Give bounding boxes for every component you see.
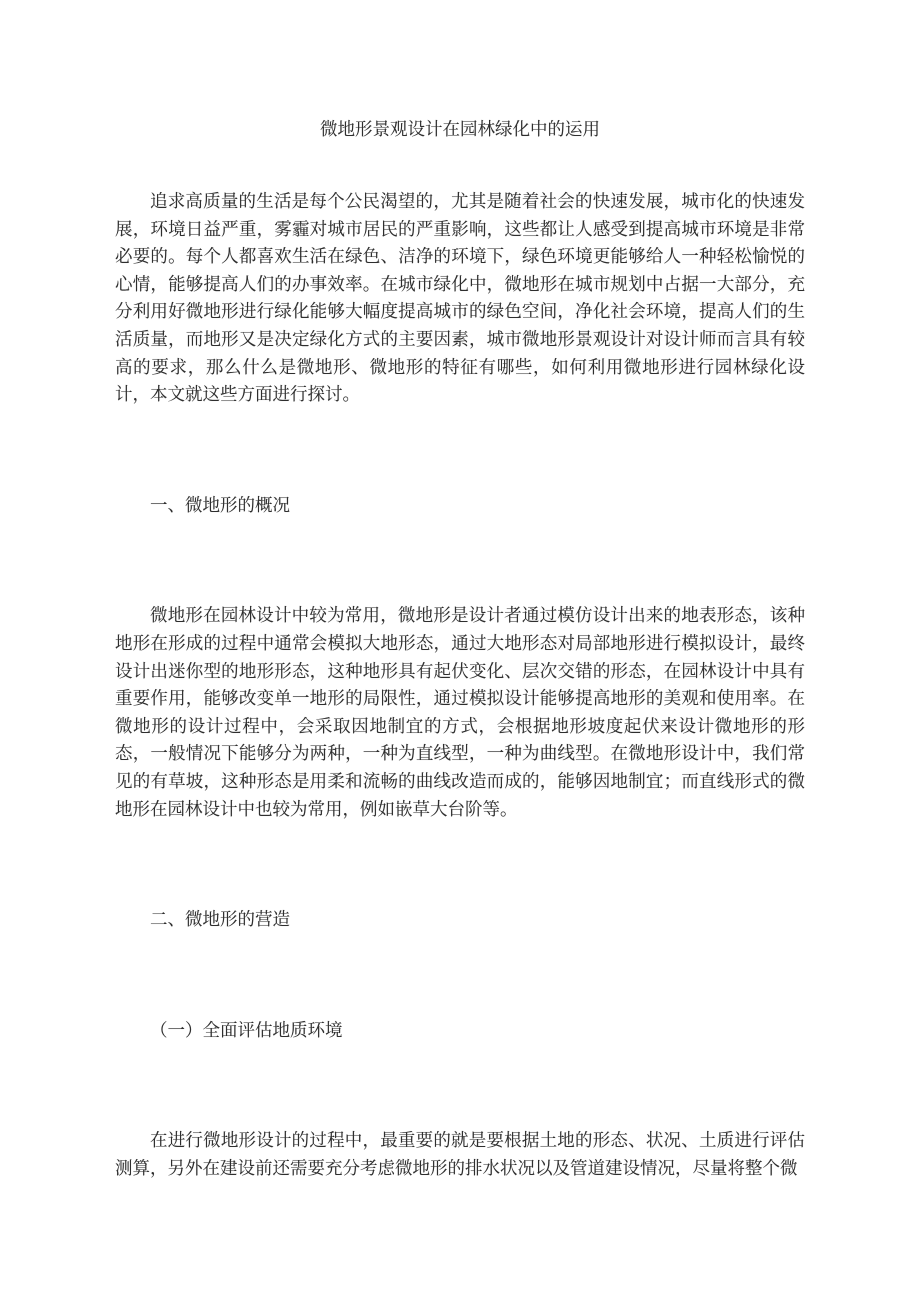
section-1-heading: 一、微地形的概况 <box>150 494 290 515</box>
document-title: 微地形景观设计在园林绿化中的运用 <box>320 119 600 139</box>
section-2-sub1-paragraph: 在进行微地形设计的过程中，最重要的就是要根据土地的形态、状况、土质进行评估测算，另外在建设前还需要充分考虑微地形的排水状况以及管道建设情况，尽量将整个微 <box>115 1130 805 1178</box>
section-2-subheading-1: （一）全面评估地质环境 <box>150 1019 343 1040</box>
section-2-heading: 二、微地形的营造 <box>150 909 290 930</box>
section-1-paragraph: 微地形在园林设计中较为常用，微地形是设计者通过模仿设计出来的地表形态，该种地形在形成的过程中通常会模拟大地形态，通过大地形态对局部地形进行模拟设计，最终设计出迷你型的地形形态，这种地形具有起伏变化、层次交错的形态，在园林设计中具有重要作用，能够改变单一地形的局限性，通过模拟设计能够提高地形的美观和使用率。在微地形的设计过程中，会采取因地制宜的方式，会根据地形坡度起伏来设计微地形的形态，一般情况下能够分为两种，一种为直线型，一种为曲线型。在微地形设计中，我们常见的有草坡，这种形态是用柔和流畅的曲线改造而成的，能够因地制宜；而直线形式的微地形在园林设计中也较为常用，例如嵌草大台阶等。 <box>115 605 805 819</box>
intro-paragraph: 追求高质量的生活是每个公民渴望的，尤其是随着社会的快速发展，城市化的快速发展，环境日益严重，雾霾对城市居民的严重影响，这些都让人感受到提高城市环境是非常必要的。每个人都喜欢生活在绿色、洁净的环境下，绿色环境更能够给人一种轻松愉悦的心情，能够提高人们的办事效率。在城市绿化中，微地形在城市规划中占据一大部分，充分利用好微地形进行绿化能够大幅度提高城市的绿色空间，净化社会环境，提高人们的生活质量，而地形又是决定绿化方式的主要因素，城市微地形景观设计对设计师而言具有较高的要求，那么什么是微地形、微地形的特征有哪些，如何利用微地形进行园林绿化设计，本文就这些方面进行探讨。 <box>115 191 805 405</box>
